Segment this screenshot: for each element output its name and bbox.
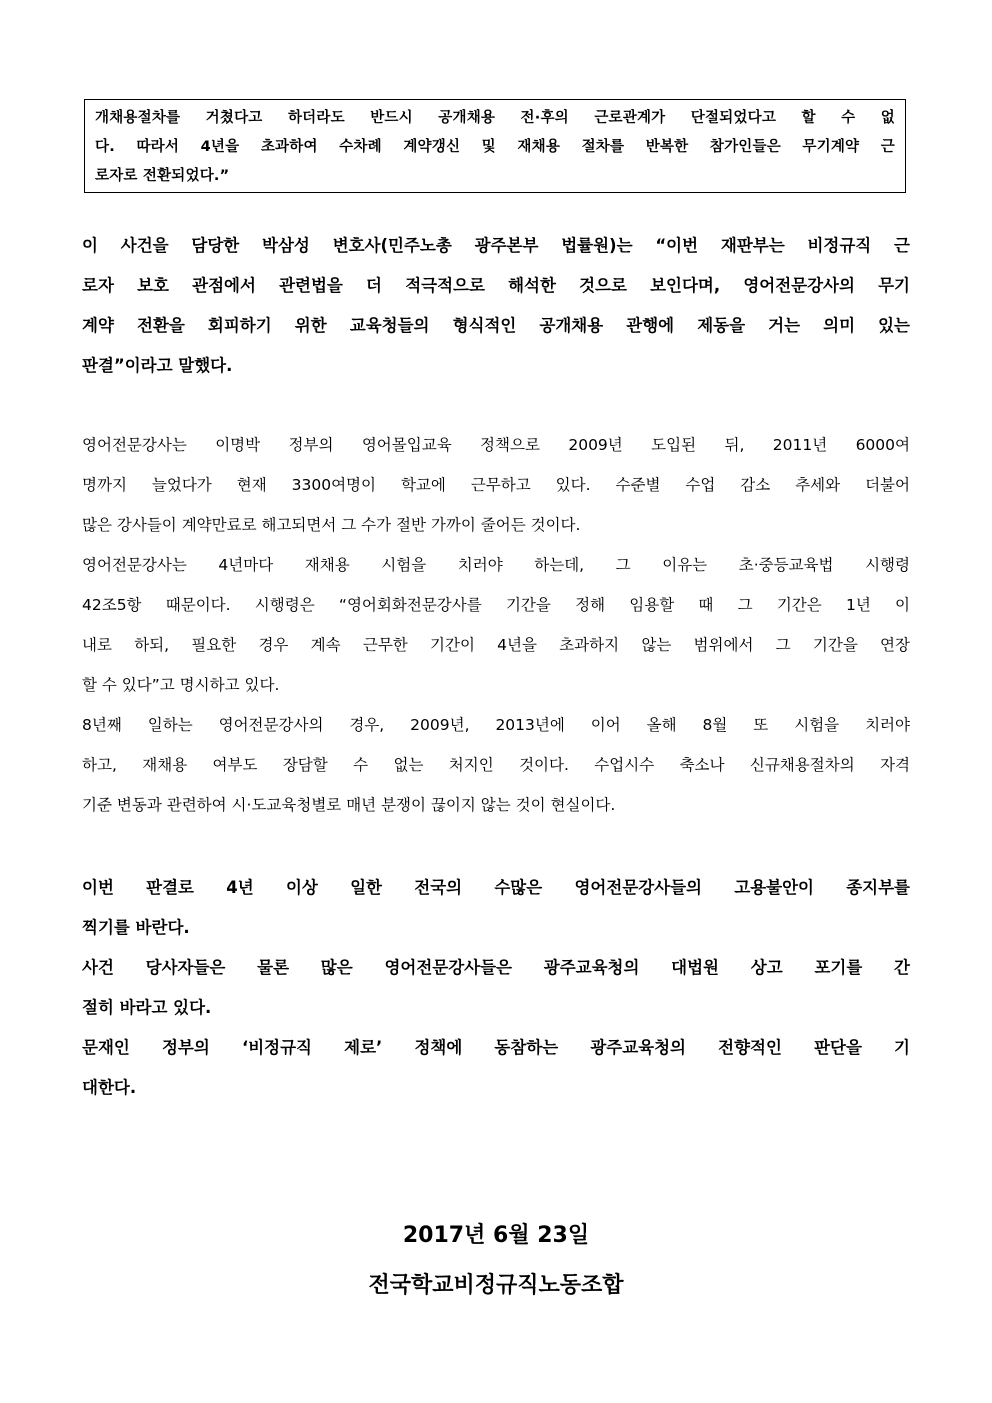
paragraph-line: 42조5항 때문이다. 시행령은 “영어회화전문강사를 기간을 정해 임용할 때 그 기간은 1년 이 [82, 596, 910, 614]
paragraph-line: 영어전문강사는 이명박 정부의 영어몰입교육 정책으로 2009년 도입된 뒤, 2011년 6000여 [82, 436, 910, 454]
organization-name: 전국학교비정규직노동조합 [368, 1273, 624, 1298]
paragraph-line: 판결”이라고 말했다. [82, 356, 233, 375]
paragraph-line: 내로 하되, 필요한 경우 계속 근무한 기간이 4년을 초과하지 않는 범위에서 그 기간을 연장 [82, 636, 910, 654]
paragraph-line: 기준 변동과 관련하여 시·도교육청별로 매년 분쟁이 끊이지 않는 것이 현실이다. [82, 796, 616, 814]
paragraph-line: 로자 보호 관점에서 관련법을 더 적극적으로 해석한 것으로 보인다며, 영어전문강사의 무기 [82, 276, 910, 295]
paragraph-line: 8년째 일하는 영어전문강사의 경우, 2009년, 2013년에 이어 올해 8월 또 시험을 치러야 [82, 716, 910, 734]
court-ruling-quote-box [84, 99, 906, 193]
lawyer-comment-paragraph [82, 226, 910, 386]
paragraph-line: 이번 판결로 4년 이상 일한 전국의 수많은 영어전문강사들의 고용불안이 종지부를 [82, 878, 910, 897]
quote-line: 개채용절차를 거쳤다고 하더라도 반드시 공개채용 전·후의 근로관계가 단절되었다고 할 수 없 [95, 110, 895, 126]
statement-date: 2017년 6월 23일 [402, 1223, 590, 1248]
paragraph-line: 계약 전환을 회피하기 위한 교육청들의 형식적인 공개채용 관행에 제동을 거는 의미 있는 [82, 316, 910, 335]
paragraph-line: 많은 강사들이 계약만료로 해고되면서 그 수가 절반 가까이 줄어든 것이다. [82, 516, 581, 534]
paragraph-line: 이 사건을 담당한 박삼성 변호사(민주노총 광주본부 법률원)는 “이번 재판부는 비정규직 근 [82, 236, 910, 255]
quote-line: 로자로 전환되었다.” [95, 168, 230, 184]
background-paragraph [82, 425, 910, 825]
paragraph-line: 문재인 정부의 ‘비정규직 제로’ 정책에 동참하는 광주교육청의 전향적인 판단을 기 [82, 1038, 910, 1057]
paragraph-line: 찍기를 바란다. [82, 918, 190, 937]
paragraph-line: 사건 당사자들은 물론 많은 영어전문강사들은 광주교육청의 대법원 상고 포기를 간 [82, 958, 910, 977]
paragraph-line: 하고, 재채용 여부도 장담할 수 없는 처지인 것이다. 수업시수 축소나 신규채용절차의 자격 [82, 756, 910, 774]
appeal-paragraph [82, 868, 910, 1108]
quote-line: 다. 따라서 4년을 초과하여 수차례 계약갱신 및 재채용 절차를 반복한 참가인들은 무기계약 근 [95, 139, 895, 155]
paragraph-line: 영어전문강사는 4년마다 재채용 시험을 치러야 하는데, 그 이유는 초·중등교육법 시행령 [82, 556, 910, 574]
paragraph-line: 할 수 있다”고 명시하고 있다. [82, 676, 280, 694]
paragraph-line: 대한다. [82, 1078, 137, 1097]
paragraph-line: 명까지 늘었다가 현재 3300여명이 학교에 근무하고 있다. 수준별 수업 감소 추세와 더불어 [82, 476, 910, 494]
paragraph-line: 절히 바라고 있다. [82, 998, 212, 1017]
